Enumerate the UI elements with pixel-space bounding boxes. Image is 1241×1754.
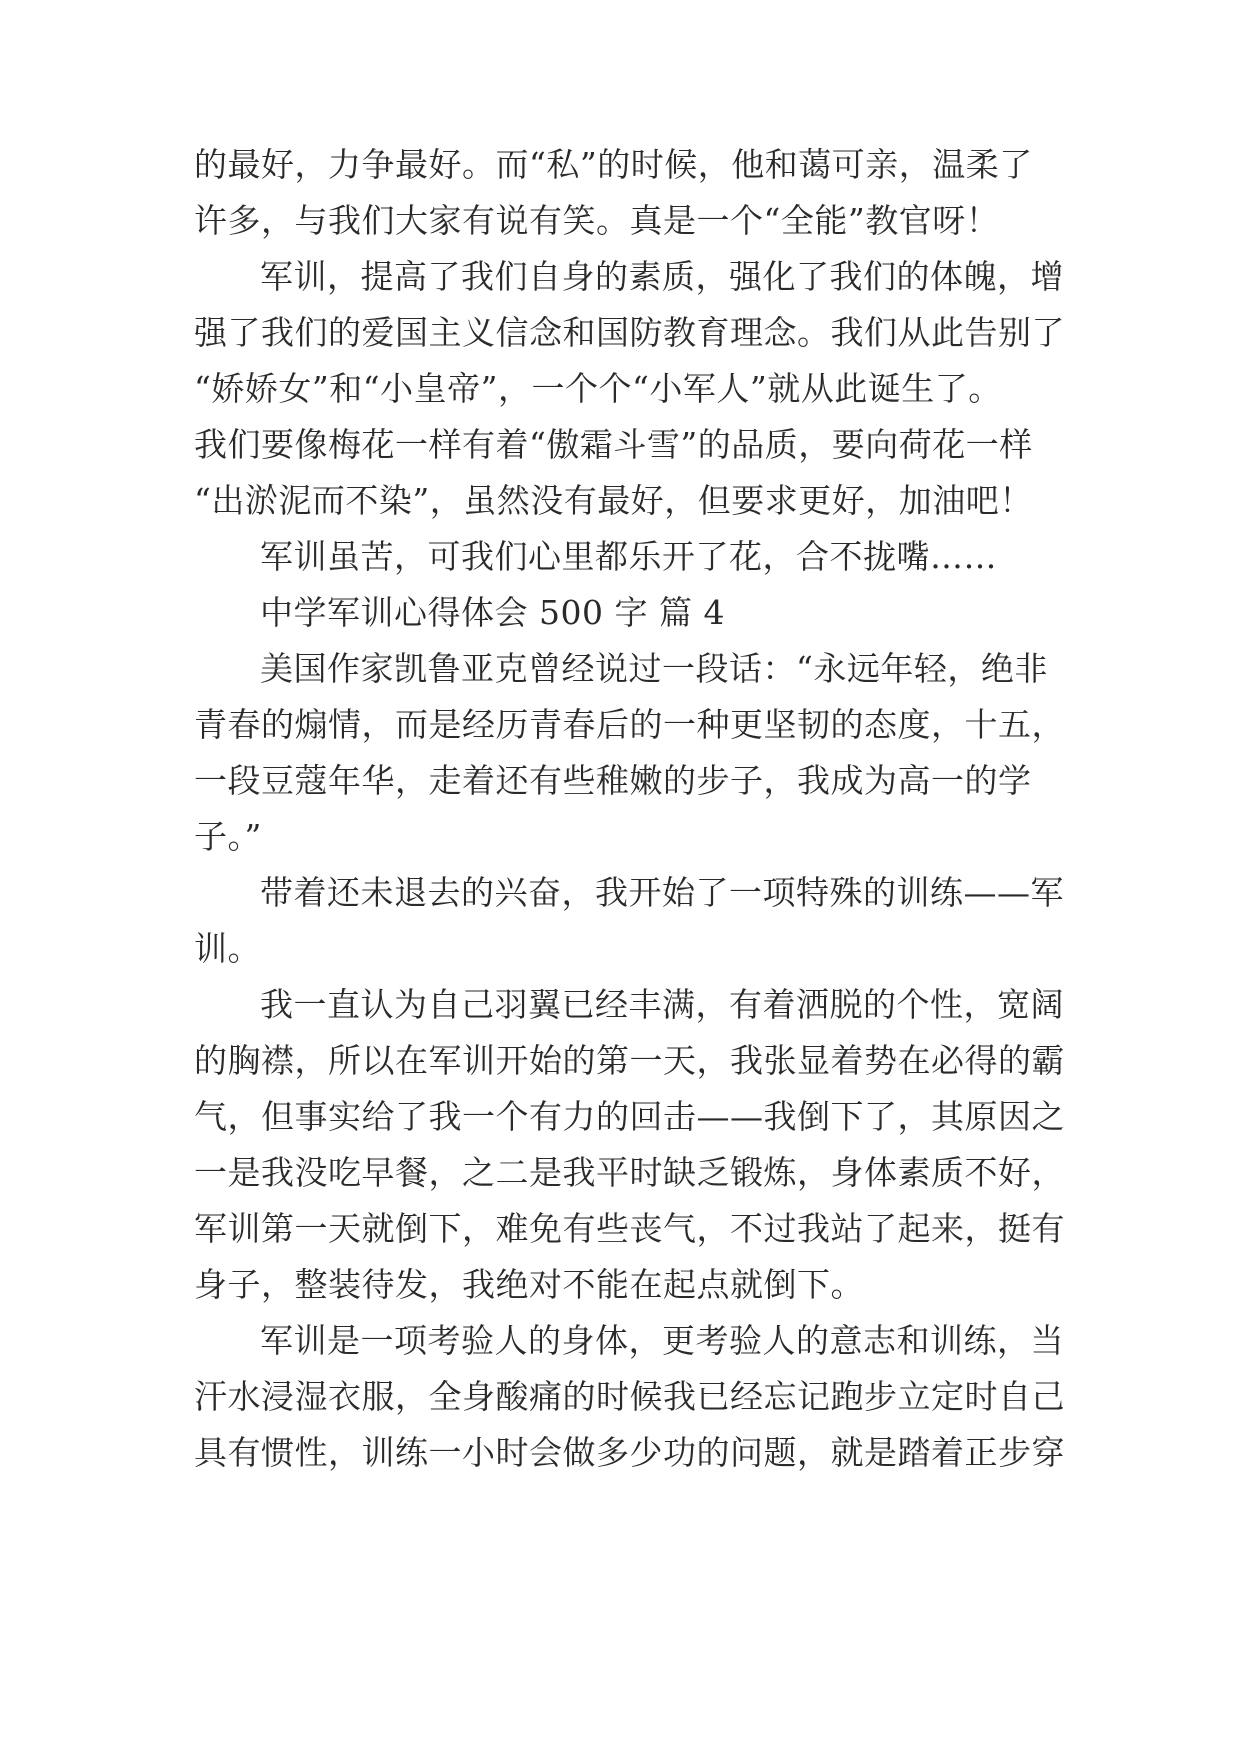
- text-line: 汗水浸湿衣服，全身酸痛的时候我已经忘记跑步立定时自己: [194, 1377, 1065, 1416]
- paragraph-start: 我一直认为自己羽翼已经丰满，有着洒脱的个性，宽阔: [260, 985, 1064, 1024]
- paragraph-start: 美国作家凯鲁亚克曾经说过一段话：“永远年轻，绝非: [260, 649, 1048, 688]
- text-line: “娇娇女”和“小皇帝”，一个个“小军人”就从此诞生了。: [194, 369, 1002, 408]
- text-line: 的最好，力争最好。而“私”的时候，他和蔼可亲，温柔了: [194, 145, 1033, 184]
- text-line: 身子，整装待发，我绝对不能在起点就倒下。: [194, 1265, 864, 1304]
- text-line: 气，但事实给了我一个有力的回击——我倒下了，其原因之: [194, 1097, 1065, 1136]
- text-line: “出淤泥而不染”，虽然没有最好，但要求更好，加油吧！: [194, 481, 1033, 520]
- paragraph-start: 军训虽苦，可我们心里都乐开了花，合不拢嘴……: [260, 537, 997, 576]
- text-line: 强了我们的爱国主义信念和国防教育理念。我们从此告别了: [194, 313, 1065, 352]
- text-line: 一段豆蔻年华，走着还有些稚嫩的步子，我成为高一的学: [194, 761, 1032, 800]
- paragraph-start: 军训是一项考验人的身体，更考验人的意志和训练，当: [260, 1321, 1064, 1360]
- text-line: 的胸襟，所以在军训开始的第一天，我张显着势在必得的霸: [194, 1041, 1065, 1080]
- paragraph-start: 军训，提高了我们自身的素质，强化了我们的体魄，增: [260, 257, 1064, 296]
- text-line: 青春的煽情，而是经历青春后的一种更坚韧的态度，十五，: [194, 705, 1065, 744]
- text-line: 我们要像梅花一样有着“傲霜斗雪”的品质，要向荷花一样: [194, 425, 1033, 464]
- paragraph-start: 带着还未退去的兴奋，我开始了一项特殊的训练——军: [260, 873, 1064, 912]
- text-line: 一是我没吃早餐，之二是我平时缺乏锻炼，身体素质不好，: [194, 1153, 1065, 1192]
- text-line: 具有惯性，训练一小时会做多少功的问题，就是踏着正步穿: [194, 1433, 1065, 1472]
- text-line: 军训第一天就倒下，难免有些丧气，不过我站了起来，挺有: [194, 1209, 1065, 1248]
- text-line: 子。”: [194, 817, 262, 856]
- text-line: 许多，与我们大家有说有笑。真是一个“全能”教官呀！: [194, 201, 1000, 240]
- text-line: 训。: [194, 929, 261, 968]
- section-heading: 中学军训心得体会 500 字 篇 4: [260, 593, 725, 632]
